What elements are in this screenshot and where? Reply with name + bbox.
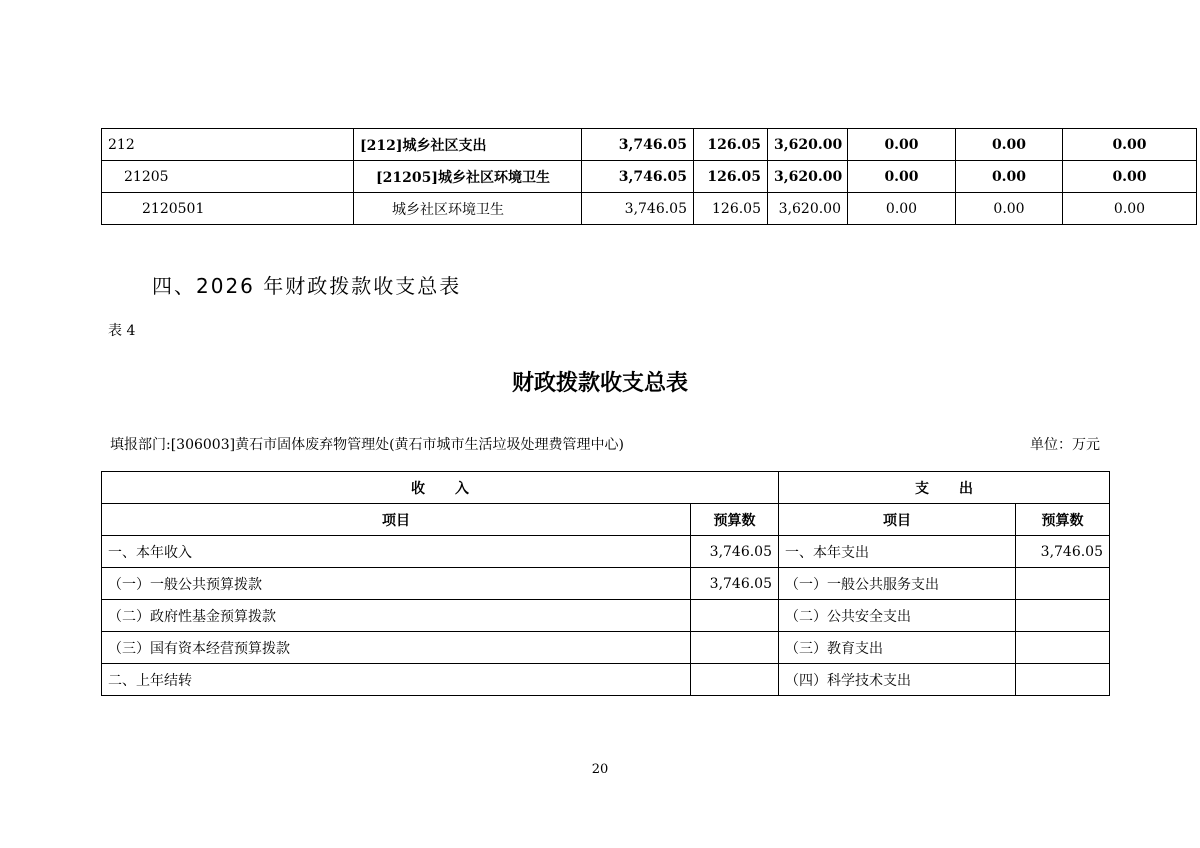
- income-item: （一）一般公共预算拨款: [102, 568, 691, 600]
- expense-budget: [1016, 632, 1110, 664]
- row-col5: 0.00: [956, 161, 1063, 193]
- col-expense-item: 项目: [779, 504, 1016, 536]
- col-income-budget: 预算数: [691, 504, 779, 536]
- table-row: [102, 536, 1110, 568]
- expense-item: （四）科学技术支出: [779, 664, 1016, 696]
- expense-item: （三）教育支出: [779, 632, 1016, 664]
- row-code: 21205: [102, 161, 354, 193]
- income-budget: 3,746.05: [691, 568, 779, 600]
- table-row: [102, 632, 1110, 664]
- income-item: 二、上年结转: [102, 664, 691, 696]
- expense-item: （二）公共安全支出: [779, 600, 1016, 632]
- row-name: 城乡社区环境卫生: [354, 193, 582, 225]
- row-code: 212: [102, 129, 354, 161]
- row-project: 3,620.00: [768, 129, 848, 161]
- income-item: 一、本年收入: [102, 536, 691, 568]
- expense-item: 一、本年支出: [779, 536, 1016, 568]
- department-label: 填报部门:[306003]黄石市固体废弃物管理处(黄石市城市生活垃圾处理费管理中心): [110, 437, 625, 453]
- income-header: 收入: [102, 472, 779, 504]
- row-name: [21205]城乡社区环境卫生: [354, 161, 582, 193]
- table-row: [102, 161, 1197, 193]
- income-budget: [691, 664, 779, 696]
- col-income-item: 项目: [102, 504, 691, 536]
- row-col6: 0.00: [1063, 193, 1197, 225]
- row-col4: 0.00: [848, 161, 956, 193]
- row-basic: 126.05: [694, 193, 768, 225]
- section-heading: 四、2026 年财政拨款收支总表: [152, 274, 462, 298]
- table-row: [102, 664, 1110, 696]
- row-col4: 0.00: [848, 129, 956, 161]
- table-row: [102, 129, 1197, 161]
- row-col4: 0.00: [848, 193, 956, 225]
- expense-budget: [1016, 600, 1110, 632]
- unit-label: 单位：万元: [1030, 437, 1100, 453]
- income-item: （二）政府性基金预算拨款: [102, 600, 691, 632]
- col-expense-budget: 预算数: [1016, 504, 1110, 536]
- table-row: [102, 600, 1110, 632]
- budget-detail-table: [101, 128, 1197, 225]
- row-col5: 0.00: [956, 129, 1063, 161]
- table-row: [102, 193, 1197, 225]
- row-name: [212]城乡社区支出: [354, 129, 582, 161]
- income-item: （三）国有资本经营预算拨款: [102, 632, 691, 664]
- table-number: 表 4: [108, 323, 136, 339]
- income-budget: [691, 600, 779, 632]
- table-header-row: [102, 504, 1110, 536]
- expense-budget: [1016, 664, 1110, 696]
- table-row: [102, 568, 1110, 600]
- row-total: 3,746.05: [582, 129, 694, 161]
- expense-header: 支出: [779, 472, 1110, 504]
- income-budget: [691, 632, 779, 664]
- expense-budget: [1016, 568, 1110, 600]
- row-code: 2120501: [102, 193, 354, 225]
- income-budget: 3,746.05: [691, 536, 779, 568]
- row-col6: 0.00: [1063, 129, 1197, 161]
- row-project: 3,620.00: [768, 193, 848, 225]
- row-total: 3,746.05: [582, 161, 694, 193]
- row-total: 3,746.05: [582, 193, 694, 225]
- page-title: 财政拨款收支总表: [511, 371, 688, 396]
- expense-budget: 3,746.05: [1016, 536, 1110, 568]
- expense-item: （一）一般公共服务支出: [779, 568, 1016, 600]
- row-project: 3,620.00: [768, 161, 848, 193]
- row-basic: 126.05: [694, 129, 768, 161]
- table-header-row: [102, 472, 1110, 504]
- fiscal-summary-table: [101, 471, 1110, 696]
- row-basic: 126.05: [694, 161, 768, 193]
- page-number: 20: [591, 762, 609, 777]
- row-col6: 0.00: [1063, 161, 1197, 193]
- row-col5: 0.00: [956, 193, 1063, 225]
